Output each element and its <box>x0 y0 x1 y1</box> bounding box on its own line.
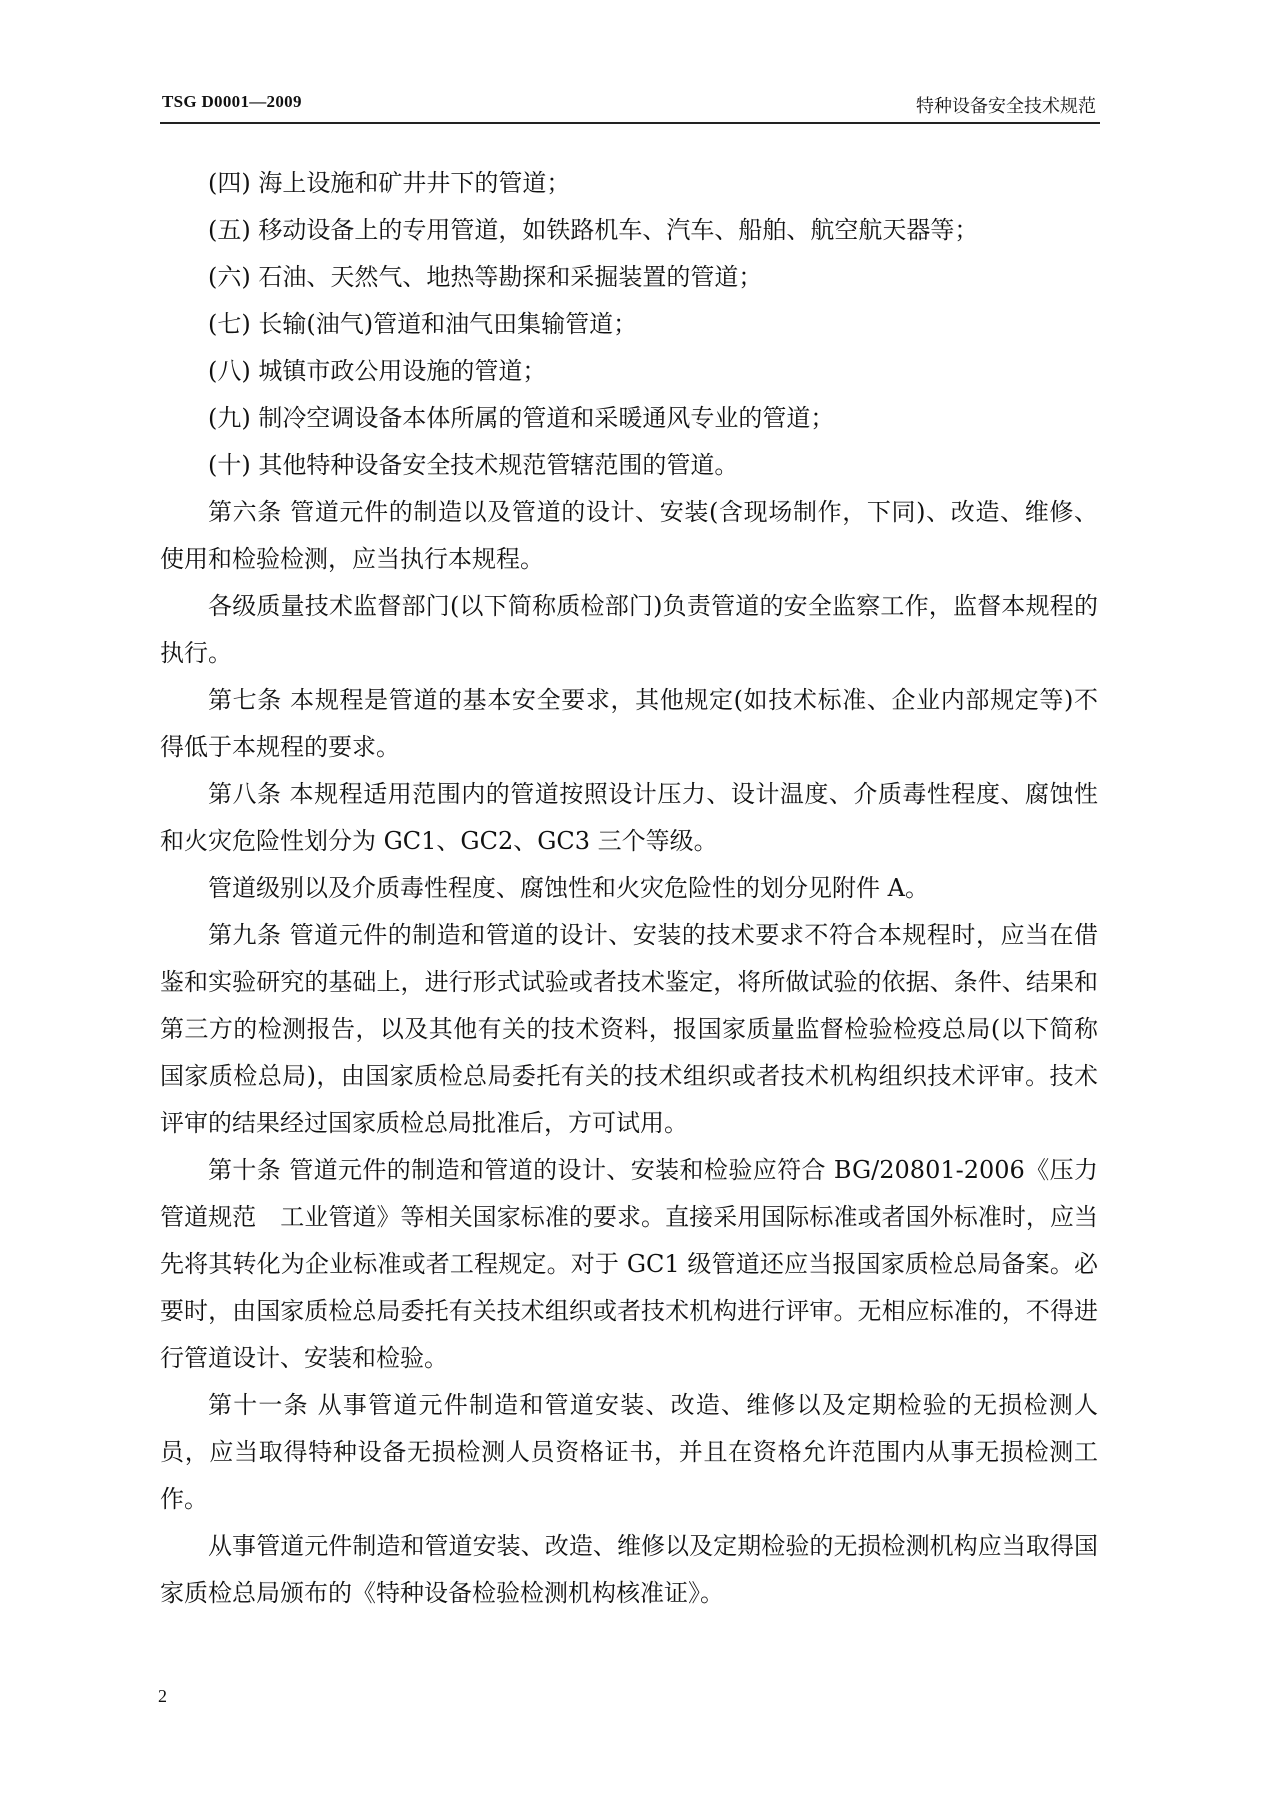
document-body <box>160 160 1098 1617</box>
article-10: 第十条 管道元件的制造和管道的设计、安装和检验应符合 BG/20801-2006《压力管道规范 工业管道》等相关国家标准的要求。直接采用国际标准或者国外标准时，应当先将其转化为企业标准或者工程规定。对于 GC1 级管道还应当报国家质检总局备案。必要时，由国家质检总局委托有关技术组织或者技术机构进行评审。无相应标准的，不得进行管道设计、安装和检验。 <box>160 1156 1098 1372</box>
page-header <box>160 88 1100 124</box>
article-6: 第六条 管道元件的制造以及管道的设计、安装(含现场制作，下同)、改造、维修、使用和检验检测，应当执行本规程。 <box>160 498 1098 573</box>
article-6-paragraph-2: 各级质量技术监督部门(以下简称质检部门)负责管道的安全监察工作，监督本规程的执行。 <box>160 592 1098 667</box>
article-11-paragraph-2: 从事管道元件制造和管道安装、改造、维修以及定期检验的无损检测机构应当取得国家质检总局颁布的《特种设备检验检测机构核准证》。 <box>160 1532 1098 1607</box>
article-8-paragraph-2: 管道级别以及介质毒性程度、腐蚀性和火灾危险性的划分见附件 A。 <box>208 874 929 902</box>
list-item-4: (四) 海上设施和矿井井下的管道； <box>208 169 571 197</box>
article-11: 第十一条 从事管道元件制造和管道安装、改造、维修以及定期检验的无损检测人员，应当取得特种设备无损检测人员资格证书，并且在资格允许范围内从事无损检测工作。 <box>160 1391 1098 1513</box>
list-item-5: (五) 移动设备上的专用管道，如铁路机车、汽车、船舶、航空航天器等； <box>208 216 979 244</box>
article-9: 第九条 管道元件的制造和管道的设计、安装的技术要求不符合本规程时，应当在借鉴和实验研究的基础上，进行形式试验或者技术鉴定，将所做试验的依据、条件、结果和第三方的检测报告，以及其他有关的技术资料，报国家质量监督检验检疫总局(以下简称国家质检总局)，由国家质检总局委托有关的技术组织或者技术机构组织技术评审。技术评审的结果经过国家质检总局批准后，方可试用。 <box>160 921 1098 1137</box>
list-item-6: (六) 石油、天然气、地热等勘探和采掘装置的管道； <box>208 263 763 291</box>
article-8: 第八条 本规程适用范围内的管道按照设计压力、设计温度、介质毒性程度、腐蚀性和火灾危险性划分为 GC1、GC2、GC3 三个等级。 <box>160 780 1098 855</box>
document-category: 特种设备安全技术规范 <box>916 96 1096 117</box>
list-item-10: (十) 其他特种设备安全技术规范管辖范围的管道。 <box>208 451 739 479</box>
page-number: 2 <box>158 1686 167 1706</box>
list-item-7: (七) 长输(油气)管道和油气田集输管道； <box>208 310 638 338</box>
document-code: TSG D0001—2009 <box>162 92 302 111</box>
list-item-8: (八) 城镇市政公用设施的管道； <box>208 357 547 385</box>
list-item-9: (九) 制冷空调设备本体所属的管道和采暖通风专业的管道； <box>208 404 835 432</box>
article-7: 第七条 本规程是管道的基本安全要求，其他规定(如技术标准、企业内部规定等)不得低于本规程的要求。 <box>160 686 1098 761</box>
